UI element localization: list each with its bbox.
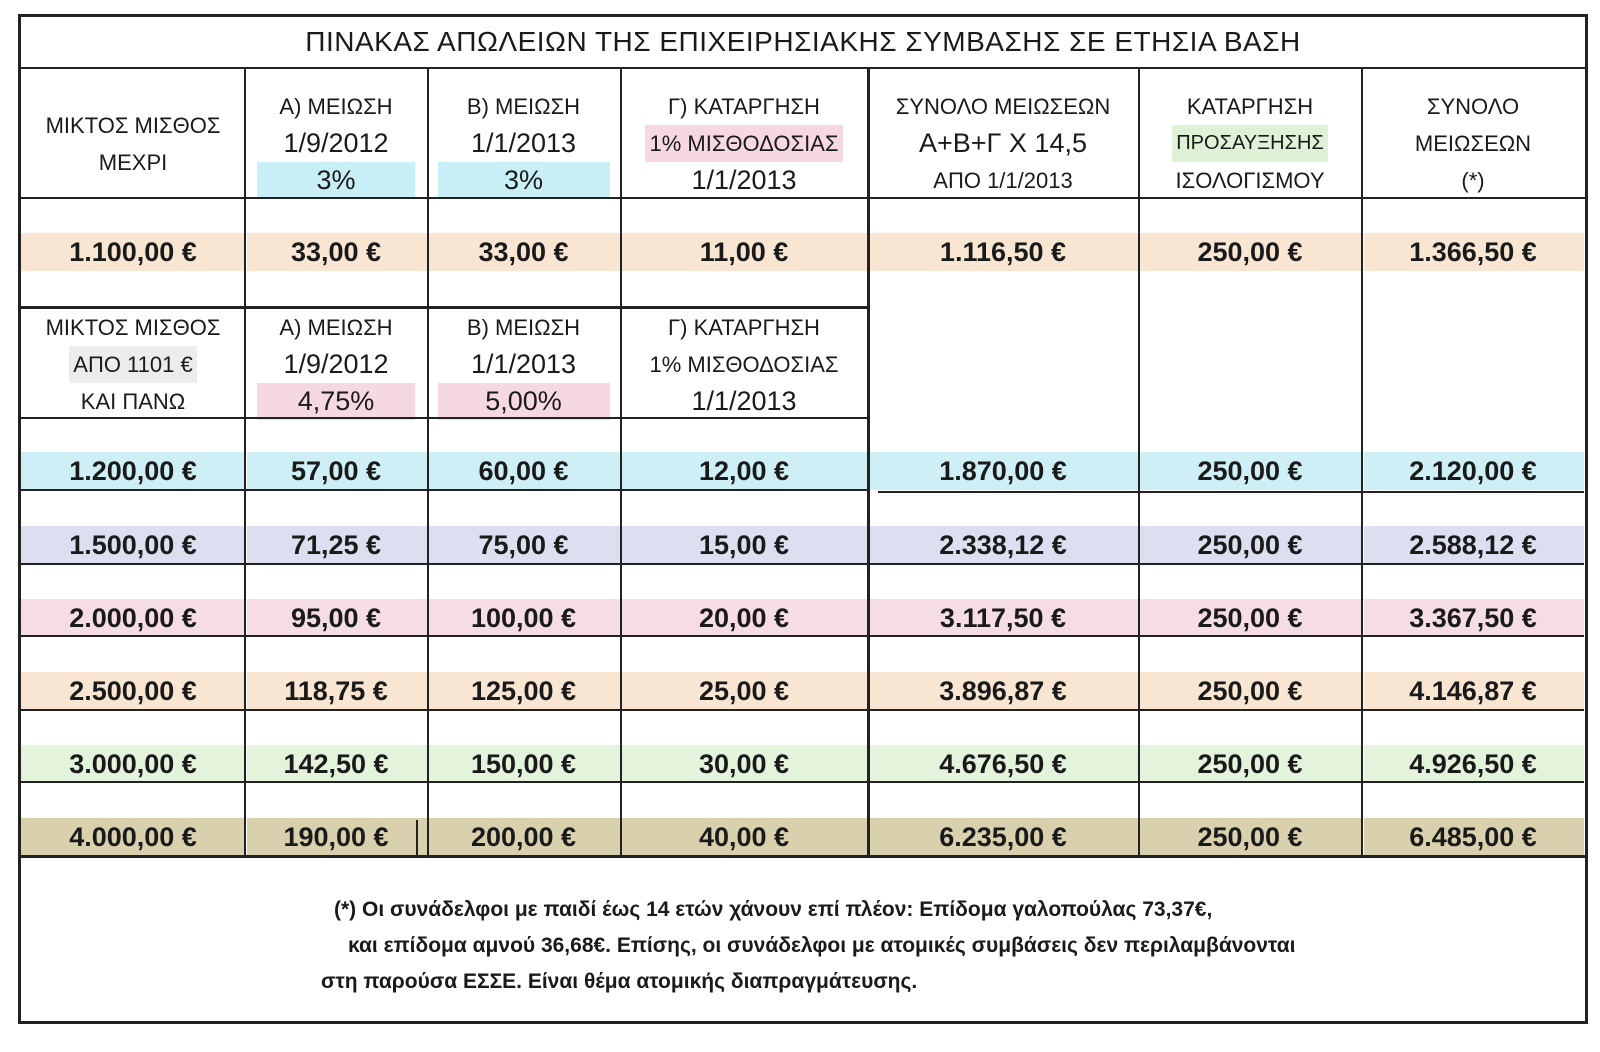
table-cell-b: 60,00 € [478, 456, 569, 486]
table-cell-c: 15,00 € [698, 530, 790, 560]
table-cell-balance: 250,00 € [1197, 530, 1303, 560]
header-highlight: ΑΠΟ 1101 € [69, 346, 196, 383]
table-cell-a: 118,75 € [284, 676, 388, 706]
table-cell-salary: 4.000,00 € [69, 822, 197, 852]
table-cell-b: 125,00 € [470, 676, 577, 706]
header-line: ΣΥΝΟΛΟ ΜΕΙΩΣΕΩΝ [895, 94, 1111, 119]
table-cell-total-abc: 6.235,00 € [939, 822, 1067, 852]
header1-total-abc [868, 88, 1138, 199]
table-cell-salary: 1.500,00 € [69, 530, 197, 560]
divider [416, 820, 418, 855]
table-cell-salary: 3.000,00 € [69, 749, 197, 779]
header-line: (*) [1461, 168, 1485, 193]
header-line: ΙΣΟΛΟΓΙΣΜΟΥ [1175, 168, 1325, 193]
table-cell-total-abc: 3.117,50 € [939, 603, 1067, 633]
header-line: ΑΠΟ 1/1/2013 [933, 168, 1073, 193]
header-line: Β) ΜΕΙΩΣΗ [466, 315, 581, 340]
table-cell-a: 57,00 € [290, 456, 382, 486]
header1-total [1362, 88, 1584, 199]
header2-reduction-a [245, 309, 427, 420]
table-cell-b: 150,00 € [470, 749, 577, 779]
table-cell-total-abc: 3.896,87 € [939, 676, 1067, 706]
header-highlight: 4,75% [257, 383, 415, 420]
header2-reduction-b [427, 309, 620, 420]
header-line: ΚΑΤΑΡΓΗΣΗ [1186, 94, 1314, 119]
table-cell-total: 3.367,50 € [1409, 603, 1537, 633]
header2-salary [21, 309, 245, 420]
divider [21, 635, 1584, 637]
table-cell-total: 6.485,00 € [1409, 822, 1537, 852]
table-cell-total: 4.146,87 € [1409, 676, 1537, 706]
header-line: Α) ΜΕΙΩΣΗ [279, 94, 393, 119]
table-cell-a: 95,00 € [290, 603, 382, 633]
header-highlight: ΠΡΟΣΑΥΞΗΣΗΣ [1172, 125, 1328, 162]
divider [21, 306, 868, 309]
footnote-line: και επίδομα αμνού 36,68€. Επίσης, οι συνάδελφοι με ατομικές συμβάσεις δεν περιλαμβάνονται [348, 934, 1296, 957]
table-cell-salary: 1.100,00 € [69, 237, 197, 267]
header-highlight: 3% [257, 162, 415, 199]
footnote-line: (*) Οι συνάδελφοι με παιδί έως 14 ετών χάνουν επί πλέον: Επίδομα γαλοπούλας 73,37€, [334, 898, 1213, 921]
divider [867, 69, 870, 855]
footnote-line: στη παρούσα ΕΣΣΕ. Είναι θέμα ατομικής διαπραγμάτευσης. [321, 970, 918, 993]
header-line: 1% ΜΙΣΘΟΔΟΣΙΑΣ [649, 352, 839, 377]
header-line: 1/9/2012 [283, 128, 389, 158]
table-cell-salary: 2.500,00 € [69, 676, 197, 706]
divider [21, 197, 1585, 199]
header-highlight: 5,00% [438, 383, 610, 420]
header-line: ΜΙΚΤΟΣ ΜΙΣΘΟΣ [45, 112, 221, 138]
table-cell-a: 190,00 € [283, 822, 389, 852]
header-line: Α+Β+Γ Χ 14,5 [919, 128, 1087, 158]
table-cell-b: 100,00 € [470, 603, 577, 633]
header-line: 1/1/2013 [470, 128, 577, 158]
header1-balance [1138, 88, 1362, 199]
header1-reduction-b [427, 88, 620, 199]
header-line: ΜΕΧΡΙ [98, 149, 168, 175]
table-cell-c: 40,00 € [698, 822, 790, 852]
table-cell-salary: 2.000,00 € [69, 603, 197, 633]
header-line: 1/9/2012 [283, 349, 389, 379]
divider [427, 69, 429, 855]
table-cell-b: 75,00 € [478, 530, 569, 560]
table-cell-a: 142,50 € [283, 749, 389, 779]
header-line: Α) ΜΕΙΩΣΗ [279, 315, 393, 340]
header-line: ΜΕΙΩΣΕΩΝ [1414, 131, 1532, 156]
divider [21, 417, 868, 419]
table-cell-balance: 250,00 € [1197, 749, 1303, 779]
header-line: 1/1/2013 [691, 386, 797, 416]
table-cell-c: 25,00 € [698, 676, 790, 706]
header-line: Γ) ΚΑΤΑΡΓΗΣΗ [668, 315, 820, 340]
table-cell-b: 200,00 € [470, 822, 577, 852]
table-cell-b: 33,00 € [478, 237, 569, 267]
table-cell-c: 12,00 € [698, 456, 790, 486]
header-line: ΣΥΝΟΛΟ [1426, 94, 1520, 119]
header-line: Β) ΜΕΙΩΣΗ [466, 94, 581, 119]
table-cell-balance: 250,00 € [1197, 676, 1303, 706]
header-line: ΜΙΚΤΟΣ ΜΙΣΘΟΣ [45, 315, 221, 340]
divider [1361, 69, 1363, 855]
page-title: ΠΙΝΑΚΑΣ ΑΠΩΛΕΙΩΝ ΤΗΣ ΕΠΙΧΕΙΡΗΣΙΑΚΗΣ ΣΥΜΒΑΣΗΣ ΣΕ ΕΤΗΣΙΑ ΒΑΣΗ [21, 17, 1585, 69]
header-line: ΚΑΙ ΠΑΝΩ [80, 389, 186, 414]
divider [620, 69, 622, 855]
header-highlight: 1% ΜΙΣΘΟΔΟΣΙΑΣ [645, 125, 842, 162]
header1-reduction-a [245, 88, 427, 199]
divider [21, 489, 868, 491]
table-cell-total-abc: 4.676,50 € [939, 749, 1067, 779]
header1-abolition [620, 88, 868, 199]
table-cell-c: 30,00 € [698, 749, 790, 779]
table-cell-total-abc: 1.116,50 € [939, 237, 1067, 267]
table-cell-total: 1.366,50 € [1409, 237, 1537, 267]
header-line: 1/1/2013 [470, 349, 577, 379]
table-cell-balance: 250,00 € [1197, 237, 1303, 267]
table-cell-total: 2.120,00 € [1409, 456, 1537, 486]
table-cell-a: 33,00 € [290, 237, 382, 267]
table-cell-total: 4.926,50 € [1409, 749, 1537, 779]
table-cell-c: 20,00 € [698, 603, 790, 633]
header-line: Γ) ΚΑΤΑΡΓΗΣΗ [668, 94, 820, 119]
divider [878, 491, 1584, 493]
divider [21, 781, 1584, 783]
divider [21, 855, 1585, 858]
table-cell-total-abc: 1.870,00 € [939, 456, 1067, 486]
table-cell-total-abc: 2.338,12 € [939, 530, 1067, 560]
table-cell-a: 71,25 € [290, 530, 382, 560]
table-cell-total: 2.588,12 € [1409, 530, 1537, 560]
header1-salary [21, 88, 245, 199]
table-cell-balance: 250,00 € [1197, 822, 1303, 852]
header-line: 1/1/2013 [691, 165, 797, 195]
table-cell-balance: 250,00 € [1197, 456, 1303, 486]
table-cell-c: 11,00 € [699, 237, 789, 267]
divider [21, 709, 1584, 711]
table-cell-salary: 1.200,00 € [69, 456, 197, 486]
header2-abolition [620, 309, 868, 420]
divider [21, 563, 1584, 565]
header-highlight: 3% [438, 162, 610, 199]
table-cell-balance: 250,00 € [1197, 603, 1303, 633]
divider [244, 69, 246, 855]
divider [1138, 69, 1140, 855]
